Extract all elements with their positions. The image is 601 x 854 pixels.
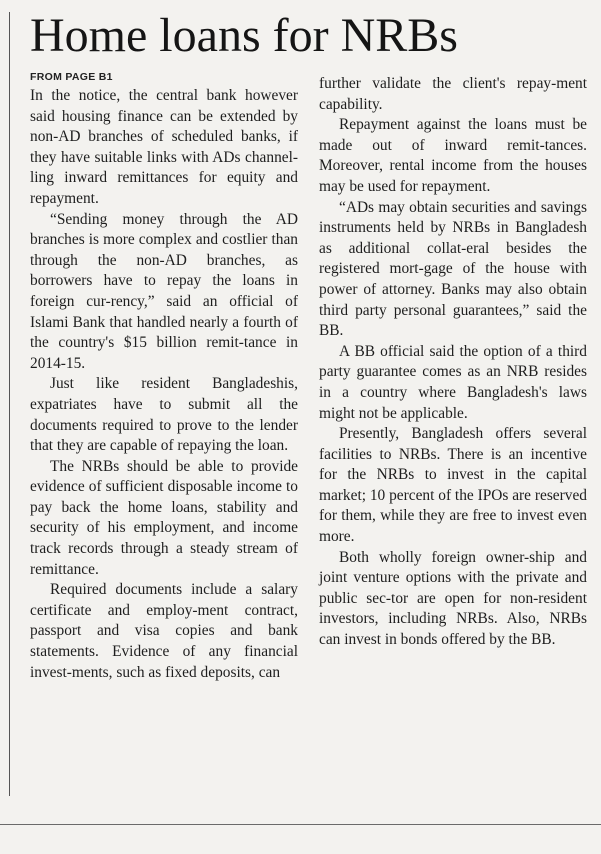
paragraph: The NRBs should be able to provide evidence of sufficient disposable income to pay back the home loans, stability and security of his employment, and income track records through a steady stream of remittance. bbox=[30, 457, 298, 578]
paragraph: A BB official said the option of a third party guarantee comes as an NRB resides in a country where Bangladesh's laws might not be applicable. bbox=[319, 342, 587, 422]
paragraph: Repayment against the loans must be made out of inward remit-tances. Moreover, rental income from the houses may be used for repayment. bbox=[319, 116, 587, 195]
headline: Home loans for NRBs bbox=[30, 9, 458, 62]
paragraph: “Sending money through the AD branches is more complex and costlier than through the non-AD branches, as borrowers have to repay the loans in foreign cur-rency,” said an official of Islami Bank that handled nearly a fourth of the country's $15 billion remit-tance in 2014-15. bbox=[30, 210, 298, 372]
paragraph: Both wholly foreign owner-ship and joint venture options with the private and public sec-tor are open for non-resident investors, including NRBs. Also, NRBs can invest in bonds offered by the BB. bbox=[319, 548, 587, 649]
paragraph: “ADs may obtain securities and savings instruments held by NRBs in Bangladesh as additional collat-eral besides the registered mort-gage of the house with power of attorney. Banks may also obtain third party personal guarantees,” said the BB. bbox=[319, 198, 587, 340]
paragraph: Required documents include a salary certificate and employ-ment contract, passport and visa copies and bank statements. Evidence of any financial invest-ments, such as fixed deposits, can bbox=[30, 581, 298, 681]
dateline: FROM PAGE B1 bbox=[30, 71, 113, 83]
paragraph: Just like resident Bangladeshis, expatriates have to submit all the documents required to prove to the lender that they are capable of repaying the loan. bbox=[30, 375, 298, 455]
paragraph: In the notice, the central bank however said housing finance can be extended by non-AD branches of scheduled banks, if they have suitable links with ADs channel-ling inward remittances for equity and repayment. bbox=[30, 87, 298, 207]
page-rule bbox=[0, 824, 601, 825]
paragraph: Presently, Bangladesh offers several facilities to NRBs. There is an incentive for the NRBs to invest in the capital market; 10 percent of the IPOs are reserved for them, while they are free to invest even more. bbox=[319, 425, 587, 546]
article-column-right bbox=[319, 74, 587, 651]
column-rule bbox=[9, 12, 10, 796]
article-column-left bbox=[30, 70, 298, 683]
paragraph: further validate the client's repay-ment capability. bbox=[319, 75, 587, 113]
